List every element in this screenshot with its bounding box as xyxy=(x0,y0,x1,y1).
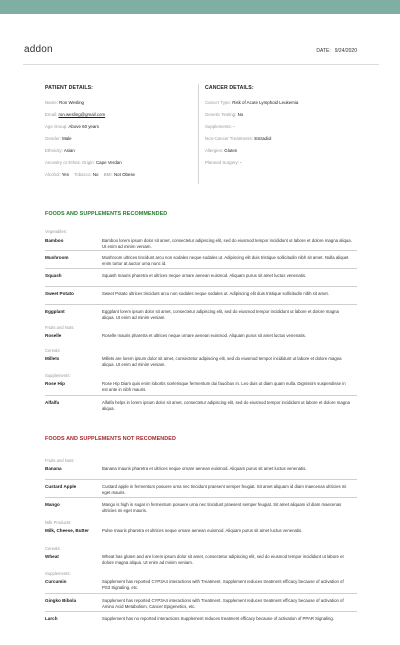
allergies-row: Allergies: Gluten xyxy=(205,148,238,153)
category-fruits-nuts: Fruits and Nuts: xyxy=(45,458,75,463)
report-date xyxy=(316,48,357,54)
item-description: Supplement has reported CYP3A4 interactions with Treatment. Supplement reduces treatment efficacy because of activation of PS3 Signaling, etc. xyxy=(102,579,344,590)
date-value: 9/24/2020 xyxy=(334,48,357,54)
patient-email-row: Email: ron.wesling@gmail.com xyxy=(45,112,106,117)
category-fruits-nuts: Fruits and Nuts: xyxy=(45,325,75,330)
cancer-details-title: CANCER DETAILS: xyxy=(205,85,254,91)
patient-habits-row: Alcohol: Yes Tobacco: No BMI: Not Obese xyxy=(45,172,136,177)
header-divider xyxy=(23,64,379,65)
item-name: Mushroom xyxy=(45,255,69,260)
top-accent-bar xyxy=(0,0,400,14)
item-description: Supplement has reported CYP3A4 interactions with Treatment. Supplement reduces treatment efficacy because of activation of Amino Acid Metabolism, Cancer Epigenetics, etc. xyxy=(102,598,344,609)
item-description: Millets are lorem ipsum dolor sit amet, consectetur adipiscing elit, sed do eiusmod tempor incididunt ut labore et dolore magna aliqua. Ut enim ad minim veniam. xyxy=(102,356,342,367)
supplements-row: Supplements: - xyxy=(205,124,235,129)
item-description: Roselle mauris pharetra et ultrices neque ornare aenean euismod. Aliquam purus sit amet luctus venenatis. xyxy=(102,333,306,338)
item-description: Eggplant lorem ipsum dolor sit amet, consectetur adipiscing elit, sed do eiusmod tempor incididunt ut labore et dolore magna aliqua. Ut enim ad minim veniam. xyxy=(102,309,339,320)
item-name: Custard Apple xyxy=(45,484,77,489)
item-name: Alfalfa xyxy=(45,400,60,405)
item-name: Mango xyxy=(45,502,60,507)
item-name: Bamboo xyxy=(45,238,64,243)
patient-ancestry-row: Ancestry or Ethnic Origin: Cape Verdan xyxy=(45,160,122,165)
category-supplements: Supplements: xyxy=(45,571,71,576)
brand-name: addon xyxy=(24,44,53,55)
category-milk-products: Milk Products: xyxy=(45,520,72,525)
patient-details xyxy=(45,85,195,177)
cancer-type-row: Cancer Type: Risk of Acute Lymphoid Leukemia xyxy=(205,100,299,105)
non-cancer-treatments-row: Non-Cancer Treatments: Estradiol xyxy=(205,136,272,141)
date-label: DATE: xyxy=(316,48,331,54)
item-description: Sweet Potato ultrices tincidunt arcu non sodales neque sodales ut. Adipiscing elit duis tristique sollicitudin nibh sit amet. xyxy=(102,291,329,296)
row-divider xyxy=(45,611,357,612)
email-link[interactable]: ron.wesling@gmail.com xyxy=(58,112,106,117)
row-divider xyxy=(45,268,357,269)
row-divider xyxy=(45,304,357,305)
patient-ethnicity-row: Ethnicity: Asian xyxy=(45,148,75,153)
item-description: Custard apple in fermentum posuere urna nec tincidunt praesent semper feugiat. Sit amet aliquam id diam maecenas ultricies mi eget mauris. xyxy=(102,484,347,495)
row-divider xyxy=(45,250,357,251)
item-name: Roselle xyxy=(45,333,62,338)
item-description: Wheat has gluten and are lorem ipsum dolor sit amet, consectetur adipiscing elit, sed do eiusmod tempor incididunt ut labore et dolore magna aliqua. Ut enim ad minim veniam. xyxy=(102,554,344,565)
not-recommended-title: FOODS AND SUPPLEMENTS NOT RECOMENDED xyxy=(45,436,176,442)
item-name: Squash xyxy=(45,273,62,278)
patient-name-row: Name: Ron Wesling xyxy=(45,100,84,105)
category-cereals: Cereals: xyxy=(45,546,61,551)
category-vegetables: Vegetables: xyxy=(45,229,67,234)
item-description: Supplement has no reported interactions Supplement reduces treatment efficacy because of activation of PPAR Signaling. xyxy=(102,616,335,621)
row-divider xyxy=(45,286,357,287)
item-name: Eggplant xyxy=(45,309,65,314)
patient-details-title: PATIENT DETAILS: xyxy=(45,85,93,91)
item-name: Millets xyxy=(45,356,60,361)
row-divider xyxy=(45,593,357,594)
genetic-testing-row: Genetic Testing: No xyxy=(205,112,244,117)
cancer-details xyxy=(205,85,375,165)
patient-gender-row: Gender: Male xyxy=(45,136,72,141)
recommended-title: FOODS AND SUPPLEMENTS RECOMMENDED xyxy=(45,211,168,217)
column-divider xyxy=(198,84,199,184)
item-name: Larch xyxy=(45,616,58,621)
item-name: Gingko Bibola xyxy=(45,598,77,603)
item-name: Wheat xyxy=(45,554,59,559)
item-name: Curcumin xyxy=(45,579,67,584)
item-description: Alfalfa helps in lorem ipsum dolor sit amet, consectetur adipiscing elit, sed do eiusmod tempor incididunt ut labore et dolore magna aliqua. xyxy=(102,400,350,411)
item-description: Bamboo lorem ipsum dolor sit amet, consectetur adipiscing elit, sed do eiusmod tempor incididunt ut labore et dolore magna aliqua. Ut enim ad minim veniam. xyxy=(102,238,352,249)
item-description: Rose Hip Diam quis enim lobortis scelerisque fermentum dui faucibus in. Leo duis ut diam quam nulla. Dignissim suspendisse in est ante in nibh mauris. xyxy=(102,381,346,392)
category-cereals: Cereals: xyxy=(45,348,61,353)
item-name: Sweet Potato xyxy=(45,291,74,296)
item-name: Rose Hip xyxy=(45,381,65,386)
item-description: Pulse mauris pharetra et ultrices neque ornare aenean euismod. Aliquam purus sit amet luctus venenatis. xyxy=(102,528,303,533)
row-divider xyxy=(45,479,357,480)
row-divider xyxy=(45,497,357,498)
item-description: Mango is high in sugar in fermentum posuere urna nec tincidunt praesent semper feugiat. Sit amet aliquam id diam maecenas ultricies mi eget mauris. xyxy=(102,502,342,513)
category-supplements: Supplements: xyxy=(45,373,71,378)
item-description: Banana mauris pharetra et ultrices neque ornare aenean euismod. Aliquam purus sit amet luctus venenatis. xyxy=(102,466,307,471)
patient-age-row: Age Group: Above 60 years xyxy=(45,124,99,129)
item-description: Squash mauris pharetra et ultrices neque ornare aenean euismod. Aliquam purus sit amet luctus venenatis. xyxy=(102,273,307,278)
item-name: Banana xyxy=(45,466,62,471)
row-divider xyxy=(45,395,357,396)
item-name: Milk, Cheese, Butter xyxy=(45,528,89,533)
planned-surgery-row: Planned Surgery: - xyxy=(205,160,242,165)
item-description: Mushroom ultrices tincidunt arcu non sodales neque sodales ut. Adipiscing elit duis tristique sollicitudin nibh sit amet. Nulla aliquet enim tortor at auctor urna nunc id. xyxy=(102,255,349,266)
